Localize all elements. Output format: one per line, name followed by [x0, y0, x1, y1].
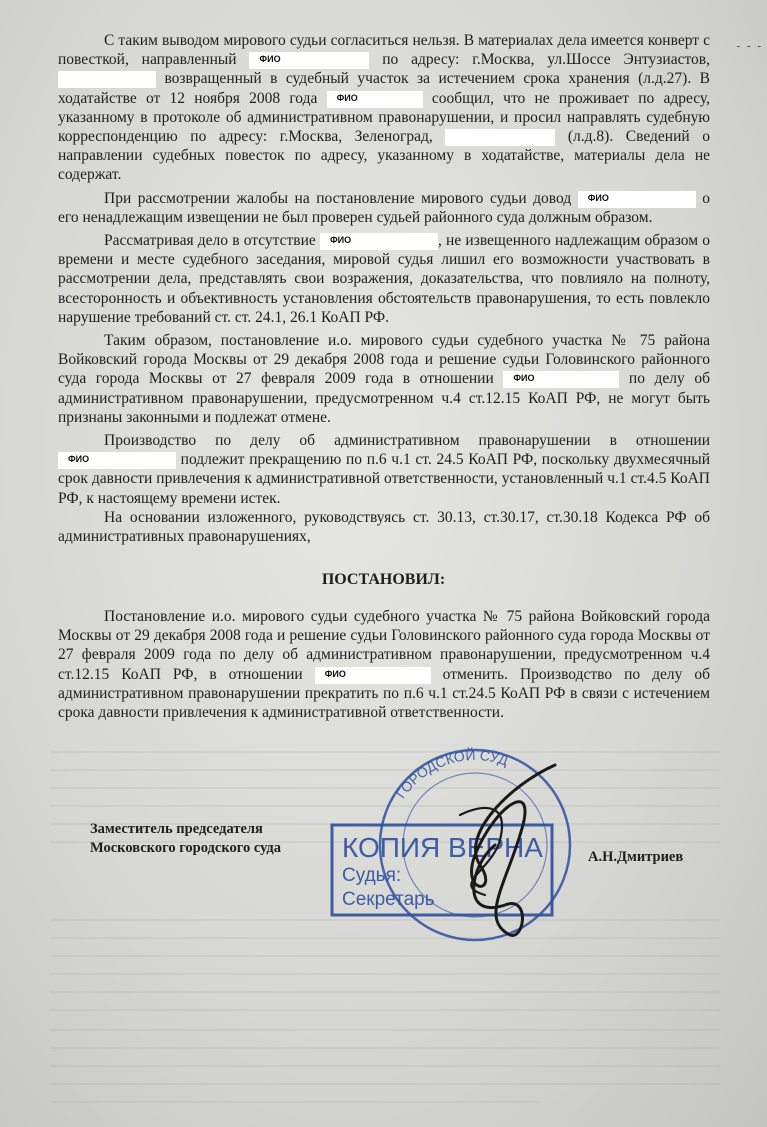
- signatory-name: А.Н.Дмитриев: [588, 849, 684, 865]
- position-line-2: Московского городского суда: [90, 840, 282, 856]
- redaction-box: ФИО: [503, 371, 619, 388]
- redaction-box: ФИО: [58, 452, 176, 469]
- redaction-box: ФИО: [249, 52, 369, 69]
- paragraph-3: Рассматривая дело в отсутствие ФИО , не извещенного надлежащим образом о времени и месте судебного заседания, мировой судья лишил его возможности участвовать в рассмотрении дела, представлять свои возражения, доказательства, что повлияло на полноту, всесторонность и объективность установления обстоятельств правонарушения, то есть повлекло нарушение требований ст. ст. 24.1, 26.1 КоАП РФ.: [58, 232, 710, 326]
- position-line-1: Заместитель председателя: [90, 821, 263, 837]
- paragraph-6: На основании изложенного, руководствуясь ст. 30.13, ст.30.17, ст.30.18 Кодекса РФ об административных правонарушениях,: [58, 508, 710, 546]
- redaction-box: [58, 71, 156, 88]
- signatory-position: [90, 820, 281, 858]
- stamp-main-text: КОПИЯ ВЕРНА: [342, 832, 543, 863]
- paragraph-1: С таким выводом мирового судьи согласиться нельзя. В материалах дела имеется конверт с повесткой, направленный ФИО по адресу: г.Москва, ул.Шоссе Энтузиастов, возвращенный в судебный участок за истечением срока хранения (л.д.27). В ходатайстве от 12 ноября 2008 года ФИО сообщил, что не проживает по адресу, указанному в протоколе об административном правонарушении, и просил направлять судебную корреспонденцию по адресу: г.Москва, Зеленоград, (л.д.8). Сведений о направлении судебных повесток по адресу, указанному в ходатайстве, материалы дела не содержат.: [58, 32, 711, 184]
- redaction-box: ФИО: [320, 233, 438, 250]
- paragraph-2: При рассмотрении жалобы на постановление мирового судьи довод ФИО о его ненадлежащим извещении не был проверен судьей районного суда должным образом.: [58, 189, 710, 226]
- redaction-box: ФИО: [327, 91, 423, 108]
- stamp-line-1: Судья:: [342, 865, 402, 886]
- body-text: [58, 31, 710, 546]
- court-stamp: [310, 745, 600, 960]
- ruling-paragraph: Постановление и.о. мирового судьи судебного участка № 75 района Войковский города Москвы от 29 декабря 2008 года и решение судьи Головинского районного суда города Москвы от 27 февраля 2009 года по делу об административном правонарушении, предусмотренном ч.4 ст.12.15 КоАП РФ, в отношении ФИО отменить. Производство по делу об административном правонарушении прекратить по п.6 ч.1 ст.24.5 КоАП РФ в связи с истечением срока давности привлечения к административной ответственности.: [58, 608, 710, 722]
- redaction-box: [445, 129, 555, 146]
- paragraph-4: Таким образом, постановление и.о. мирового судьи судебного участка № 75 района Войковский города Москвы от 29 декабря 2008 года и решение судьи Головинского районного суда города Москвы от 27 февраля 2009 года в отношении ФИО по делу об административном правонарушении, предусмотренном ч.4 ст.12.15 КоАП РФ, не могут быть признаны законными и подлежат отмене.: [58, 332, 710, 426]
- corner-mark: - - -: [736, 40, 763, 52]
- stamp-ring-text: ГОРОДСКОЙ СУД: [392, 746, 511, 802]
- stamp-line-2: Секретарь: [342, 889, 435, 910]
- ruling-heading: ПОСТАНОВИЛ:: [321, 571, 446, 588]
- redaction-box: ФИО: [315, 667, 431, 684]
- ruling-text: [58, 607, 710, 722]
- paragraph-5: Производство по делу об административном правонарушении в отношении ФИО подлежит прекращению по п.6 ч.1 ст. 24.5 КоАП РФ, поскольку двухмесячный срок давности привлечения к административной ответственности, установленный ч.1 ст.4.5 КоАП РФ, к настоящему времени истек.: [58, 432, 710, 507]
- redaction-box: ФИО: [578, 191, 696, 208]
